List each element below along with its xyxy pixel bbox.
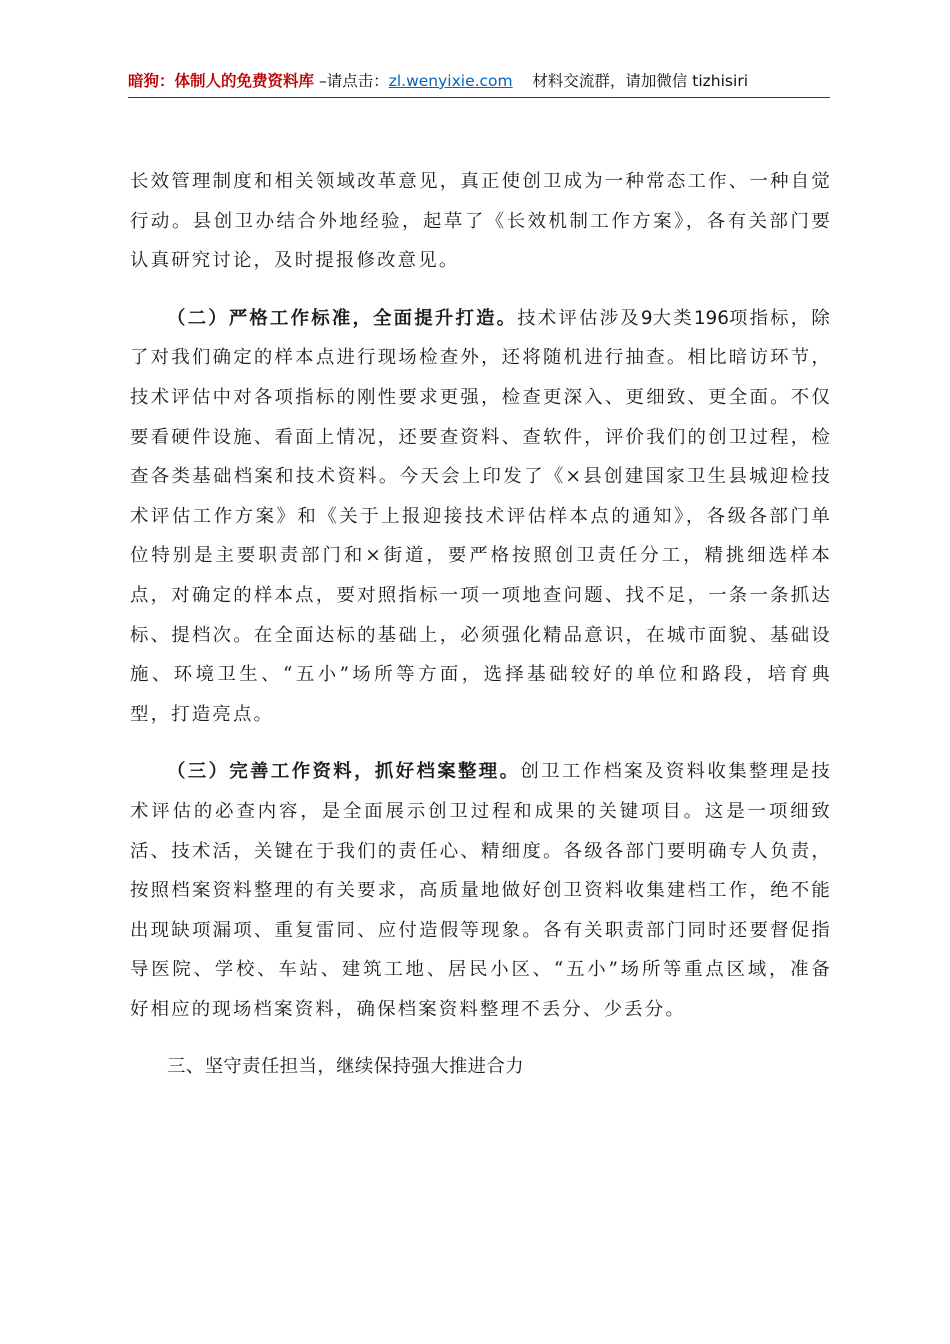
header-site-name: 暗狗：体制人的免费资料库 [128,72,315,90]
paragraph-archives-lead: （三）完善工作资料，抓好档案整理。 [167,761,521,783]
paragraph-standards [130,299,832,735]
section-heading: 三、坚守责任担当，继续保持强大推进合力 [167,1056,525,1078]
header-prompt: –请点击： [314,72,389,90]
document-body [130,162,832,1087]
paragraph-standards-number-categories: 9 [640,307,653,329]
paragraph-continued: 长效管理制度和相关领域改革意见，真正使创卫成为一种常态工作、一种自觉行动。县创卫办结合外地经验，起草了《长效机制工作方案》，各有关部门要认真研究讨论，及时提报修改意见。 [130,171,832,272]
header-spacer [513,72,533,90]
paragraph-archives [130,752,832,1029]
page-header [128,68,830,94]
paragraph-standards-text-c: 项指标，除了对我们确定的样本点进行现场检查外，还将随机进行抽查。相比暗访环节，技术评估中对各项指标的刚性要求更强，检查更深入、更细致、更全面。不仅要看硬件设施、看面上情况，还要查资料、查软件，评价我们的创卫过程，检查各类基础档案和技术资料。今天会上印发了《×县创建国家卫生县城迎检技术评估工作方案》和《关于上报迎接技术评估样本点的通知》，各级各部门单位特别是主要职责部门和×街道，要严格按照创卫责任分工，精挑细选样本点，对确定的样本点，要对照指标一项一项地查问题、找不足，一条一条抓达标、提档次。在全面达标的基础上，必须强化精品意识，在城市面貌、基础设施、环境卫生、“五小”场所等方面，选择基础较好的单位和路段，培育典型，打造亮点。 [130,307,832,725]
paragraph-standards-number-indicators: 196 [693,307,729,329]
header-divider [128,97,830,98]
paragraph-standards-text-b: 大类 [652,307,694,329]
header-wechat-text: 材料交流群，请加微信 tizhisiri [532,72,748,90]
paragraph-standards-text-a: 技术评估涉及 [517,307,641,329]
paragraph-standards-lead: （二）严格工作标准，全面提升打造。 [167,307,518,329]
paragraph-archives-text: 创卫工作档案及资料收集整理是技术评估的必查内容，是全面展示创卫过程和成果的关键项目。这是一项细致活、技术活，关键在于我们的责任心、精细度。各级各部门要明确专人负责，按照档案资料整理的有关要求，高质量地做好创卫资料收集建档工作，绝不能出现缺项漏项、重复雷同、应付造假等现象。各有关职责部门同时还要督促指导医院、学校、车站、建筑工地、居民小区、“五小”场所等重点区域，准备好相应的现场档案资料，确保档案资料整理不丢分、少丢分。 [130,761,832,1020]
header-link[interactable]: zl.wenyixie.com [388,72,513,90]
